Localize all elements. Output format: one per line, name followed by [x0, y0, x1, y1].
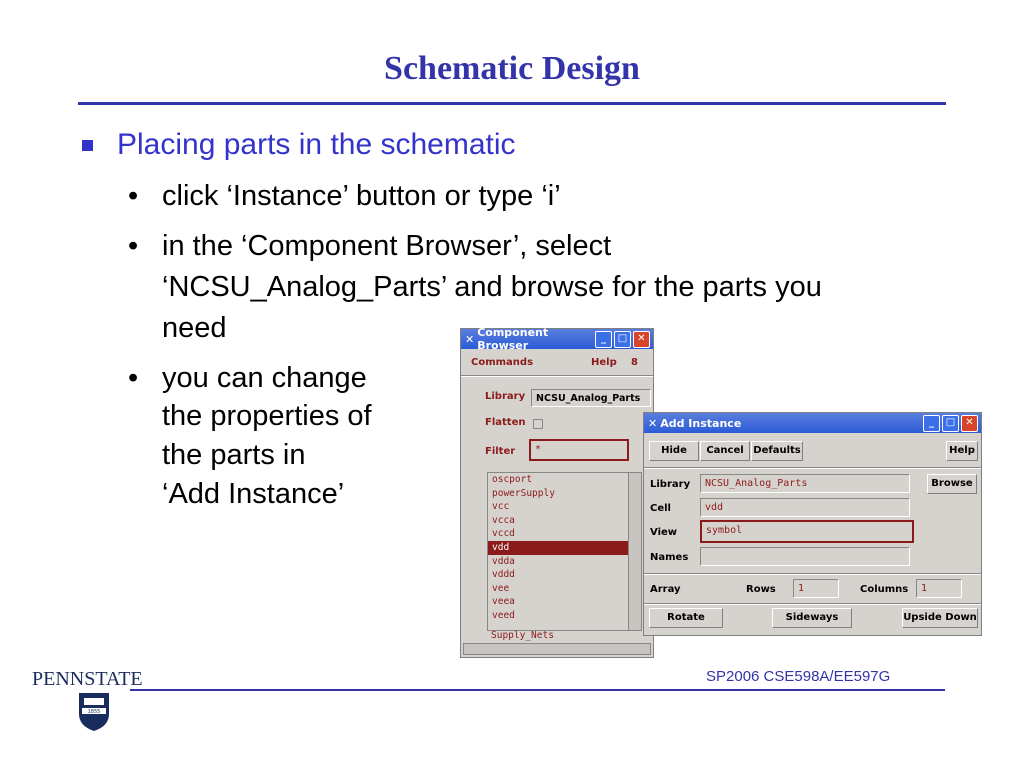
cell-list-item[interactable]: oscport: [492, 474, 533, 485]
logo-wordmark: PENNSTATE: [32, 668, 143, 690]
list-scrollbar[interactable]: [628, 472, 642, 631]
rotate-button[interactable]: Rotate: [649, 608, 723, 628]
maximize-icon[interactable]: □: [942, 415, 959, 432]
cell-list-item[interactable]: vcca: [492, 514, 515, 526]
cell-list-item[interactable]: veea: [492, 596, 515, 608]
upside-down-button[interactable]: Upside Down: [902, 608, 978, 628]
sub-bullet-line: the properties of: [162, 400, 372, 432]
cell-list-item[interactable]: veed: [492, 609, 515, 621]
cell-field[interactable]: vdd: [700, 498, 910, 517]
title-rule: [78, 102, 946, 105]
browse-button[interactable]: Browse: [927, 474, 977, 494]
menu-divider: [461, 375, 653, 377]
component-browser-titlebar[interactable]: [461, 326, 653, 352]
sideways-button[interactable]: Sideways: [772, 608, 852, 628]
maximize-icon[interactable]: □: [614, 331, 631, 348]
defaults-button[interactable]: Defaults: [751, 441, 803, 461]
cell-list-item[interactable]: vdda: [492, 555, 515, 567]
main-bullet-icon: [82, 140, 93, 151]
hide-button[interactable]: Hide: [649, 441, 699, 461]
sub-bullet-line: ‘Add Instance’: [162, 478, 345, 510]
view-field[interactable]: symbol: [700, 520, 914, 543]
penn-state-shield-icon: [78, 692, 110, 737]
bullet-dot-icon: •: [128, 230, 139, 262]
cell-list-item[interactable]: vccd: [492, 528, 515, 540]
library-select[interactable]: NCSU_Analog_Parts: [531, 389, 651, 407]
add-instance-window: [643, 412, 982, 636]
menu-number: 8: [631, 357, 638, 368]
rows-field[interactable]: 1: [793, 579, 839, 598]
toolbar-divider: [644, 467, 981, 469]
array-label: Array: [650, 584, 681, 595]
bullet-dot-icon: •: [128, 180, 139, 212]
footer-course-code: SP2006 CSE598A/EE597G: [706, 668, 891, 685]
main-bullet-text: Placing parts in the schematic: [117, 128, 516, 161]
footer-rule: [130, 689, 945, 691]
help-button[interactable]: Help: [946, 441, 978, 461]
sub-bullet-line: in the ‘Component Browser’, select: [162, 230, 612, 262]
sub-bullet-line: you can change: [162, 362, 367, 394]
library-label: Library: [485, 391, 526, 402]
sub-bullet-line: the parts in: [162, 439, 306, 471]
columns-field[interactable]: 1: [916, 579, 962, 598]
cancel-button[interactable]: Cancel: [700, 441, 750, 461]
cell-label: Cell: [650, 503, 671, 514]
filter-label: Filter: [485, 446, 516, 457]
array-divider: [644, 603, 981, 605]
cell-list-item[interactable]: vcc: [492, 501, 510, 513]
close-icon[interactable]: ✕: [633, 331, 650, 348]
view-label: View: [650, 527, 678, 538]
cell-list-item[interactable]: vee: [492, 582, 510, 594]
commands-menu[interactable]: Commands: [471, 357, 534, 368]
library-field[interactable]: NCSU_Analog_Parts: [700, 474, 910, 493]
minimize-icon[interactable]: _: [923, 415, 940, 432]
sub-bullet-line: need: [162, 312, 227, 344]
form-divider: [644, 573, 981, 575]
flatten-checkbox[interactable]: [533, 419, 543, 429]
category-item[interactable]: Supply_Nets: [491, 630, 554, 641]
library-label: Library: [650, 479, 691, 490]
cell-list-item[interactable]: vddd: [492, 569, 515, 581]
minimize-icon[interactable]: _: [595, 331, 612, 348]
cell-list-item[interactable]: vdd: [488, 541, 628, 555]
rows-label: Rows: [746, 584, 776, 595]
help-menu[interactable]: Help: [591, 357, 617, 368]
add-instance-titlebar[interactable]: [644, 413, 981, 433]
component-browser-window: [460, 328, 654, 658]
names-field[interactable]: [700, 547, 910, 566]
slide-title: Schematic Design: [384, 50, 640, 87]
window-title: Component Browser: [477, 326, 549, 352]
sub-bullet-line: click ‘Instance’ button or type ‘i’: [162, 180, 561, 212]
columns-label: Columns: [860, 584, 909, 595]
flatten-label: Flatten: [485, 417, 526, 428]
shield-year: 1855: [87, 709, 101, 715]
horizontal-scrollbar[interactable]: [463, 643, 651, 655]
x-logo-icon: ✕: [465, 332, 475, 346]
sub-bullet-line: ‘NCSU_Analog_Parts’ and browse for the parts you: [162, 271, 822, 303]
names-label: Names: [650, 552, 689, 563]
close-icon[interactable]: ✕: [961, 415, 978, 432]
bullet-dot-icon: •: [128, 362, 139, 394]
window-title: Add Instance: [660, 416, 742, 430]
cell-list[interactable]: [487, 472, 629, 631]
cell-list-item[interactable]: powerSupply: [492, 487, 555, 499]
filter-input[interactable]: *: [529, 439, 629, 461]
x-logo-icon: ✕: [648, 416, 658, 430]
